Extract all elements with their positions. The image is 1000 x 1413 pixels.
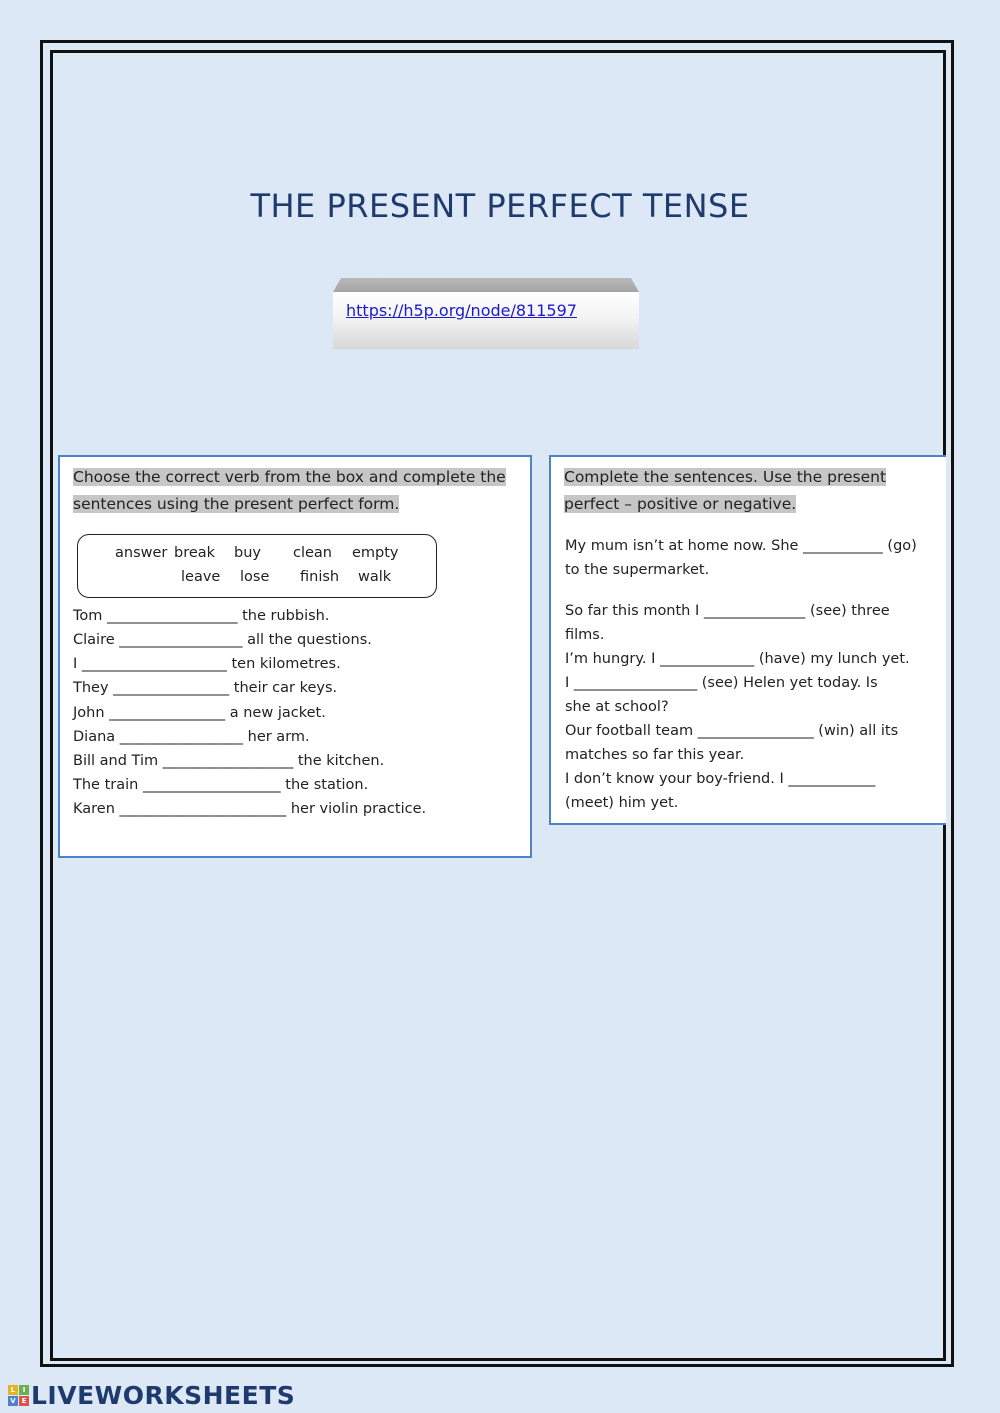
sentence-line: matches so far this year.	[565, 747, 745, 763]
sentence-line: films.	[565, 627, 605, 643]
sentence-line: I ____________________ ten kilometres.	[73, 656, 341, 672]
left-instruction	[73, 464, 506, 518]
sentence-line: The train ___________________ the station.	[73, 777, 369, 793]
verb-option: leave	[181, 569, 221, 585]
sentence-line: Tom __________________ the rubbish.	[73, 608, 330, 624]
verb-option: finish	[300, 569, 340, 585]
sentence-line: John ________________ a new jacket.	[73, 705, 326, 721]
sentence-line: Bill and Tim __________________ the kitchen.	[73, 753, 385, 769]
verb-option: buy	[234, 545, 261, 561]
sentence-line: she at school?	[565, 699, 669, 715]
link-button[interactable]	[333, 278, 639, 349]
exercise-box-right	[549, 455, 946, 825]
sentence-line: So far this month I ______________ (see) three	[565, 603, 890, 619]
verb-option: walk	[358, 569, 392, 585]
left-instruction-line2: sentences using the present perfect form.	[73, 495, 400, 513]
page-title: THE PRESENT PERFECT TENSE	[250, 187, 750, 225]
verb-option: break	[174, 545, 216, 561]
exercise-box-left	[58, 455, 532, 858]
right-instruction	[564, 464, 886, 518]
sentence-line: to the supermarket.	[565, 562, 710, 578]
right-instruction-line1: Complete the sentences. Use the present	[564, 468, 887, 486]
link-button-bevel	[333, 278, 639, 292]
sentence-line: My mum isn’t at home now. She ___________ (go)	[565, 538, 917, 554]
sentence-line: I’m hungry. I _____________ (have) my lunch yet.	[565, 651, 910, 667]
sentence-line: Our football team ________________ (win) all its	[565, 723, 899, 739]
sentence-line: Claire _________________ all the questions.	[73, 632, 372, 648]
sentence-line: I _________________ (see) Helen yet today. Is	[565, 675, 878, 691]
sentence-line: I don’t know your boy-friend. I ____________	[565, 771, 876, 787]
sentence-line: Diana _________________ her arm.	[73, 729, 310, 745]
liveworksheets-logo[interactable]	[8, 1382, 295, 1408]
logo-squares-icon: L I V E	[8, 1385, 29, 1406]
logo-text: LIVEWORKSHEETS	[31, 1380, 296, 1410]
right-instruction-line2: perfect – positive or negative.	[564, 495, 797, 513]
verb-option: lose	[240, 569, 270, 585]
h5p-link[interactable]: https://h5p.org/node/811597	[346, 301, 577, 320]
sentence-line: They ________________ their car keys.	[73, 680, 338, 696]
sentence-line: (meet) him yet.	[565, 795, 679, 811]
verb-option: empty	[352, 545, 399, 561]
left-instruction-line1: Choose the correct verb from the box and complete the	[73, 468, 506, 486]
verb-option: clean	[293, 545, 332, 561]
verb-option: answer	[115, 545, 168, 561]
verb-box	[77, 534, 437, 598]
sentence-line: Karen _______________________ her violin practice.	[73, 801, 427, 817]
